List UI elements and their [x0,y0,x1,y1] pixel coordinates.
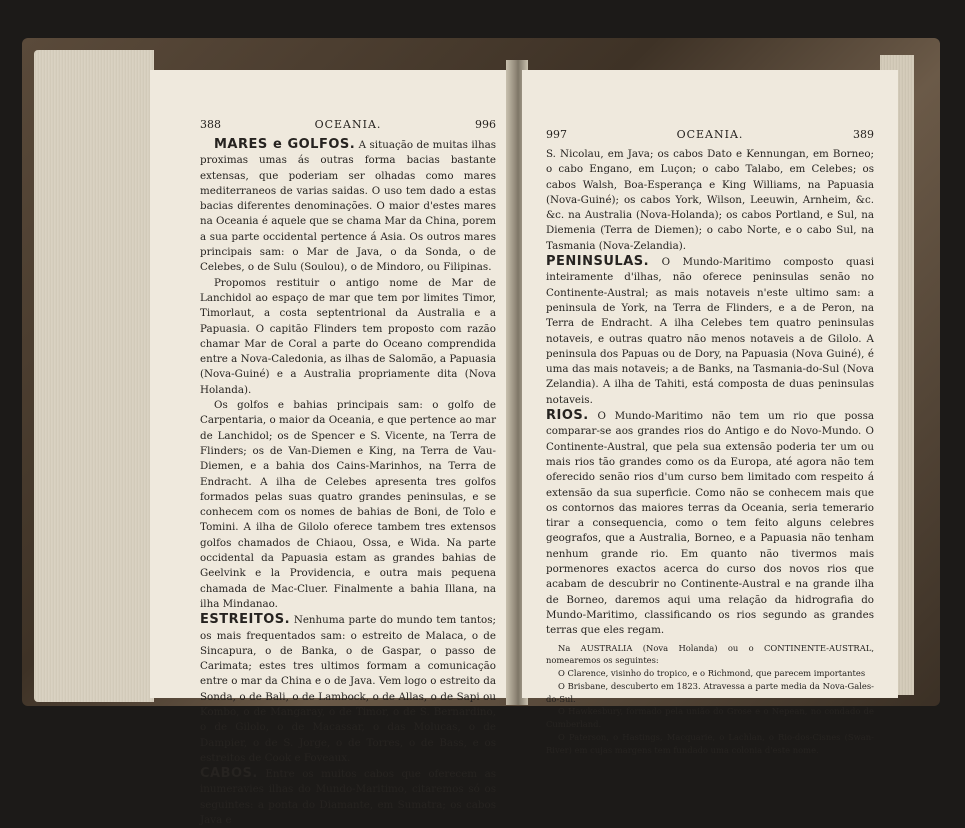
paragraph [546,408,874,638]
small-paragraph: O Clarence, visinho do tropico, e o Richmond, que parecem importantes [558,668,866,679]
river-list [546,642,874,757]
paragraph [200,276,496,398]
paragraph-text: A situação de muitas ilhas proximas umas ás outras forma bacias bastante extensas, que poderiam ser olhadas como mares mediterraneos de varias saidas. O uso tem dado a estas bacias diferentes denominações. O maior d'estes mares na Oceania é aquele que se chama Mar da China, porem a sua parte occidental pertence á Asia. Os outros mares principais sam: o Mar de Java, o da Sonda, o de Celebes, o de Sulu (Soulou), o de Mindoro, ou Filipinas. [200,139,497,274]
small-paragraph: Na AUSTRALIA (Nova Holanda) ou o CONTINENTE-AUSTRAL, nomearemos os seguintes: [546,642,874,666]
paragraph-text: Entre os muitos cabos que oferecem as inumeravies ilhas do Mundo-Maritimo, citaremos só os seguintes: a ponta do Diamante, em Sumatra; os cabos Java e [200,768,496,827]
paragraph-text: S. Nicolau, em Java; os cabos Dato e Kennungan, em Borneo; o cabo Engano, em Luçon; o cabo Talabo, em Celebes; os cabos Walsh, Boa-Esperança e King Williams, na Papuasia (Nova-Guiné); os cabos York, Wilson, Leeuwin, Arnheim, &c. &c. na Australia (Nova-Holanda); os cabos Portland, e Sul, na Diemenia (Terra de Diemen); o cabo Norte, e o cabo Sul, na Tasmania (Nova-Zelandia). [546,148,874,252]
small-paragraph: O Hawkesbury, formado pela união do Grose e o Nepean, no condado de Cumberland. [546,706,874,730]
right-page-body [546,147,874,639]
paragraph-text: Propomos restituir o antigo nome de Mar de Lanchidol ao espaço de mar que tem por limites Timor, Timorlaut, a costa septentrional da Australia e a Papuasia. O capitão Flinders tem proposto com razão chamar Mar de Coral a parte do Oceano comprendida entre a Nova-Caledonia, as ilhas de Salomão, a Papuasia (Nova-Guiné) e a Australia propriamente dita (Nova Holanda). [200,276,497,396]
right-page-header [546,128,874,141]
page-stack-left [34,50,154,702]
right-folio: 997 [546,128,567,141]
left-page-number: 388 [200,118,221,131]
section-heading: MARES e GOLFOS. [214,137,356,152]
paragraph [200,398,496,612]
paragraph-text: O Mundo-Maritimo composto quasi inteiramente d'ilhas, não oferece peninsulas senão no Continente-Austral; as mais notaveis n'este ultimo sam: a peninsula de York, na Terra de Flinders, e a de Peron, na Terra de Endracht. A ilha Celebes tem quatro peninsulas notaveis, e outras quatro não menos notaveis a de Gilolo. A peninsula dos Papuas ou de Dory, na Papuasia (Nova Guiné), é uma das mais notaveis; a de Banks, na Tasmania-do-Sul (Nova Zelandia). A ilha de Tahiti, está composta de duas peninsulas notaveis. [546,256,874,406]
left-page [150,70,514,827]
left-page-header [200,118,496,131]
paragraph [200,137,496,276]
paragraph [546,147,874,254]
section-heading: RIOS. [546,408,589,424]
right-page [522,70,898,755]
section-heading: ESTREITOS. [200,612,291,628]
small-paragraph: O Paterson, o Hastings, Macquarie, o Lachlan, o Rio-dos-Cisnes (Swan-River) em cujas margens tem fundado uma colonia d'este nome. [546,732,874,755]
section-heading: CABOS. [200,766,258,782]
left-folio: 996 [474,118,496,131]
paragraph [200,766,496,828]
paragraph-text: Nenhuma parte do mundo tem tantos; os mais frequentados sam: o estreito de Malaca, o de Sincapura, o de Banka, o de Gaspar, o passo de Carimata; estes tres ultimos formam a comunicação entre o mar da China e o de Java. Vem logo o estreito da Sonda, o de Bali, o de Lambock, o de Allas, o de Sapi ou Kombo, o de Mangaray, o de Timor, o de S. Bernardino, o de Gilolo, o de Macassar, o das Molucas, o de Dampier, o de S. Jorge, o de Torres, o de Bass, e os estreitos de Cook e Foveaux. [200,614,496,764]
paragraph-text: O Mundo-Maritimo não tem um rio que possa comparar-se aos grandes rios do Antigo e do Novo-Mundo. O Continente-Austral, que pela sua extensão poderia ter um ou mais rios tão grandes como os da Europa, até agora não tem oferecido senão rios d'um curso bem limitado com respeito á extensão da sua superficie. Como não se conhecem mais que os contornos das maiores terras da Oceania, seria temerario tirar a consequencia, como o tem feito alguns celebres geografos, que a Australia, Borneo, e a Papuasia não tenham nenhum grande rio. Em quanto não tivermos mais pormenores exactos acerca do curso dos novos rios que acabam de descubrir no Continente-Austral e na grande ilha de Borneo, daremos aqui uma relação da hidrografia do Mundo-Maritimo, classificando os rios segundo as grandes terras que eles regam. [546,410,874,637]
left-page-body [200,137,496,828]
right-page-number: 389 [852,128,874,141]
paragraph-text: Os golfos e bahias principais sam: o golfo de Carpentaria, o maior da Oceania, e que pertence ao mar de Lanchidol; os de Spencer e S. Vicente, na Terra de Flinders; os de Van-Diemen e King, na Terra de Vau-Diemen, e a bahia dos Cains-Marinhos, na Terra de Endracht. A ilha de Celebes apresenta tres golfos formados pelas suas quatro grandes peninsulas, e se conhecem com os nomes de bahias de Boni, de Tolo e Tomini. A ilha de Gilolo oferece tambem tres extensos golfos chamados de Chiaou, Ossa, e Wida. Na parte occidental da Papuasia estam as grandes bahias de Geelvink e la Providencia, e outra mais pequena chamada de Mac-Cluer. Finalmente a bahia Illana, na ilha Mindanao. [200,399,496,610]
right-header-title: OCEANIA. [676,128,744,141]
paragraph [200,612,496,766]
small-paragraph: O Brisbane, descuberto em 1823. Atravessa a parte media da Nova-Gales-do-Sul. [546,680,874,704]
paragraph [546,254,874,408]
section-heading: PENINSULAS. [546,254,650,270]
left-header-title: OCEANIA. [314,118,382,131]
